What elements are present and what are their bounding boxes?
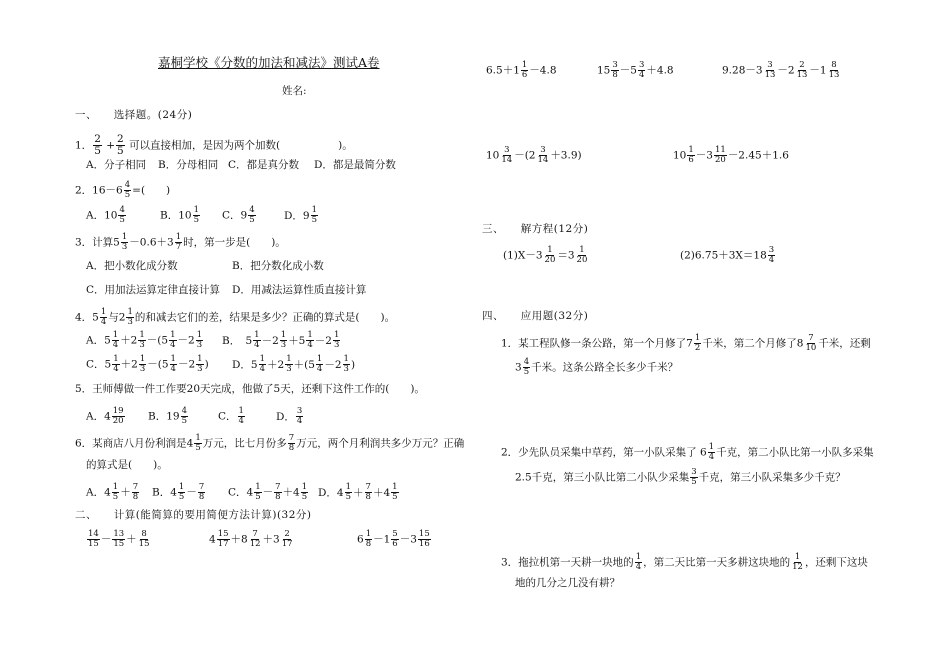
question-4-options-ab: A．5 $\frac{1}{4}$ ＋2 $\frac{1}{3}$ －(5 $\frac{1}{4}$ －2 $\frac{1}{3}$ B． 5 $\frac{1}{4}$ －2 $\frac{1}{3}$ ＋5 $\frac{1}{4}$ －2 $\frac{1}{3}$ xyxy=(86,330,340,350)
problem-3: 3．拖拉机第一天耕一块地的 $\frac{1}{4}$ ，第二天比第一天多耕这块地的 $\frac{1}{12}$ ，还剩下这块 xyxy=(501,552,868,572)
option-a: A．分子相同 xyxy=(86,159,147,171)
question-6: 6．某商店八月份利润是4 $\frac{1}{5}$ 万元，比七月份多 $\frac{7}{8}$ 万元，两个月利润共多少万元？正确 xyxy=(75,433,465,453)
problem-2: 2．少先队员采集中草药，第一小队采集了 6 $\frac{1}{4}$ 千克，第二小队比第一小队多采集 xyxy=(501,442,874,462)
problem-2-line2: 2.5千克，第三小队比第二小队少采集 $\frac{3}{5}$ 千克，第三小队采集多少千克？ xyxy=(515,467,846,487)
option-b: B．分母相同 xyxy=(158,159,219,171)
question-1: 1． $\frac{2}{5}$ + $\frac{2}{5}$ 可以直接相加，是因为两个加数( )。 xyxy=(75,133,353,157)
page-title: 嘉桐学校《分数的加法和减法》测试A卷 xyxy=(158,55,380,70)
calc-6: 9.28－3 $\frac{3}{13}$ －2 $\frac{2}{13}$ －1 $\frac{8}{13}$ xyxy=(722,60,840,80)
question-2-options: A．10 $\frac{4}{5}$ B．10 $\frac{1}{5}$ C．9 $\frac{4}{5}$ D．9 $\frac{1}{5}$ xyxy=(86,205,318,225)
section-2-heading: 二、 计算(能简算的要用简便方法计算)(32分) xyxy=(75,509,312,521)
calc-2: 4 $\frac{15}{17}$ ＋8 $\frac{7}{12}$ ＋3 $\frac{2}{17}$ xyxy=(209,529,293,549)
section-1-heading: 一、 选择题。(24分) xyxy=(75,109,193,121)
calc-5: 15 $\frac{3}{8}$ －5 $\frac{3}{4}$ ＋4.8 xyxy=(597,60,674,80)
question-1-options xyxy=(86,158,396,172)
problem-1-line2: 3 $\frac{4}{5}$ 千米。这条公路全长多少千米？ xyxy=(515,357,679,377)
question-2: 2．16－6 $\frac{4}{5}$ =( ) xyxy=(75,180,171,200)
name-label: 姓名: xyxy=(282,85,307,97)
question-6-line2: 的算式是( )。 xyxy=(86,459,168,471)
question-4: 4．5 $\frac{1}{4}$ 与2 $\frac{1}{3}$ 的和减去它们的差，结果是多少？正确的算式是( )。 xyxy=(75,307,396,327)
question-4-options-cd: C．5 $\frac{1}{4}$ ＋2 $\frac{1}{3}$ －(5 $\frac{1}{4}$ －2 $\frac{1}{3}$ ) D．5 $\frac{1}{4}$ ＋2 $\frac{1}{3}$ ＋(5 $\frac{1}{4}$ －2 $\frac{1}{3}$ ) xyxy=(86,354,356,374)
calc-3: 6 $\frac{1}{8}$ －1 $\frac{5}{6}$ －3 $\frac{15}{16}$ xyxy=(357,529,430,549)
option-d: D．都是最简分数 xyxy=(314,159,396,171)
problem-3-line2: 地的几分之几没有耕？ xyxy=(515,577,620,589)
question-5-options: A．4 $\frac{19}{20}$ B．19 $\frac{4}{5}$ C． $\frac{1}{4}$ D． $\frac{3}{4}$ xyxy=(86,406,303,426)
equation-1: (1)X－3 $\frac{1}{20}$ ＝3 $\frac{1}{20}$ xyxy=(503,245,588,265)
section-4-heading: 四、 应用题(32分) xyxy=(482,310,589,322)
calc-4: 6.5＋1 $\frac{1}{6}$ －4.8 xyxy=(486,60,557,80)
calc-8: 10 $\frac{1}{6}$ －3 $\frac{11}{20}$ －2.45＋1.6 xyxy=(673,145,789,165)
equation-2: (2)6.75＋3X＝18 $\frac{3}{4}$ xyxy=(680,245,775,265)
question-3-options-cd: C．用加法运算定律直接计算 D．用减法运算性质直接计算 xyxy=(86,284,367,296)
question-5: 5．王师傅做一件工作要20天完成，他做了5天，还剩下这件工作的( )。 xyxy=(75,383,425,395)
option-c: C．都是真分数 xyxy=(228,159,300,171)
section-3-heading: 三、 解方程(12分) xyxy=(482,223,589,235)
calc-7: 10 $\frac{3}{14}$ －(2 $\frac{3}{14}$ ＋3.9) xyxy=(486,145,582,165)
calc-1: $\frac{14}{15}$ － $\frac{13}{15}$ ＋ $\frac{8}{15}$ xyxy=(88,529,150,549)
question-3-options-ab: A．把小数化成分数 B．把分数化成小数 xyxy=(86,260,324,272)
problem-1: 1．某工程队修一条公路，第一个月修了7 $\frac{1}{2}$ 千米，第二个月修了8 $\frac{7}{10}$ 千米，还剩 xyxy=(501,333,871,353)
question-3: 3．计算5 $\frac{1}{3}$ －0.6＋3 $\frac{1}{7}$ 时，第一步是( )。 xyxy=(75,232,286,252)
question-6-options: A．4 $\frac{1}{5}$ ＋ $\frac{7}{8}$ B．4 $\frac{1}{5}$ － $\frac{7}{8}$ C．4 $\frac{1}{5}$ － $\frac{7}{8}$ ＋4 $\frac{1}{5}$ D．4 $\frac{1}{5}$ ＋ $\frac{7}{8}$ ＋4 $\frac{1}{5}$ xyxy=(86,482,398,502)
